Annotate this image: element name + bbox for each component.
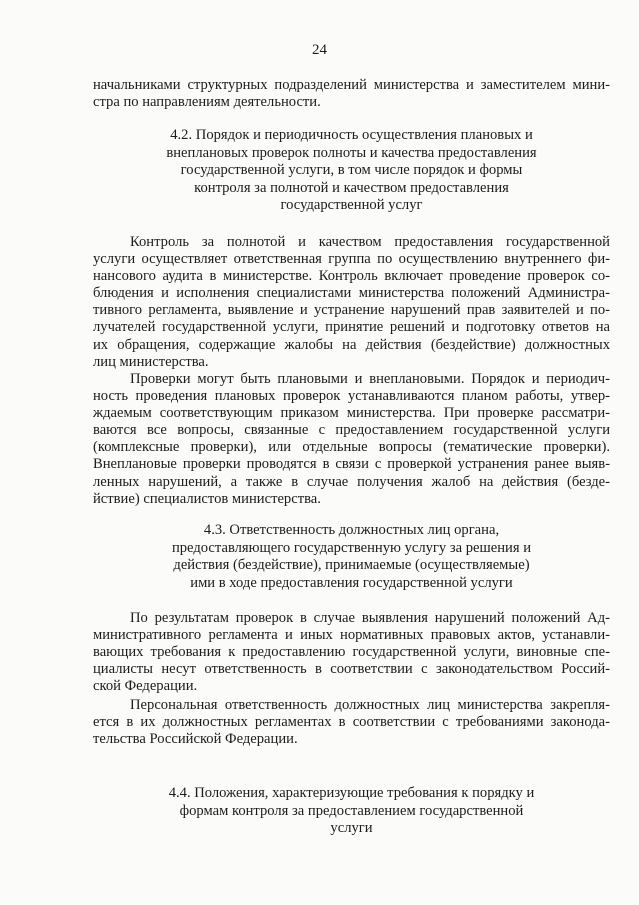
text-line: циалисты несут ответственность в соответствии с законодательством Россий- xyxy=(93,661,610,678)
heading-line: контроля за полнотой и качеством предоставления xyxy=(194,179,509,196)
heading-line: государственной услуг xyxy=(280,197,423,213)
text-line: начальниками структурных подразделений министерства и заместителем мини- xyxy=(93,77,610,93)
heading-line: государственной услуги, в том числе порядок и формы xyxy=(180,162,523,178)
text-line: ленных нарушений, а также в случае получения жалоб на действия (безде- xyxy=(93,473,610,490)
text-line: тельства Российской Федерации. xyxy=(93,731,298,748)
section-4-2-paragraph-2 xyxy=(93,371,610,508)
text-line: йствие) специалистов министерства. xyxy=(93,490,321,507)
text-line: По результатам проверок в случае выявления нарушений положений Ад- xyxy=(130,610,610,626)
heading-line: 4.3. Ответственность должностных лиц органа, xyxy=(203,522,500,538)
text-line: лиц министерства. xyxy=(93,353,209,370)
text-line: Внеплановые проверки проводятся в связи с проверкой устранения ранее выяв- xyxy=(93,456,610,473)
section-4-3-heading xyxy=(93,522,610,592)
heading-line: внеплановых проверок полноты и качества предоставления xyxy=(166,144,537,161)
text-line: ждаемым соответствующим приказом министерства. При проверке рассматри- xyxy=(93,405,610,422)
heading-line: действия (бездействие), принимаемые (осуществляемые) xyxy=(173,557,530,573)
text-line: тивного регламента, выявление и устранение нарушений прав заявителей и по- xyxy=(93,302,610,319)
section-4-2-heading xyxy=(93,127,610,215)
heading-line: 4.4. Положения, характеризующие требования к порядку и xyxy=(168,785,535,801)
text-line: их обращения, содержащие жалобы на действия (бездействие) должностных xyxy=(93,336,610,353)
text-line: ваются все вопросы, связанные с предоставлением государственной услуги xyxy=(93,422,610,439)
text-line: Контроль за полнотой и качеством предоставления государственной xyxy=(130,234,610,250)
text-line: стра по направлениям деятельности. xyxy=(93,94,321,111)
heading-line: 4.2. Порядок и периодичность осуществления плановых и xyxy=(170,127,533,143)
heading-line: ими в ходе предоставления государственной услуги xyxy=(190,574,513,591)
text-line: Проверки могут быть плановыми и внеплановыми. Порядок и периодич- xyxy=(130,371,610,387)
text-line: ской Федерации. xyxy=(93,678,198,695)
text-line: ется в их должностных регламентах в соответствии с требованиями законода- xyxy=(93,714,610,731)
heading-line: формам контроля за предоставлением государственной xyxy=(179,802,524,819)
heading-line: услуги xyxy=(330,820,373,836)
text-line: министративного регламента и иных нормативных правовых актов, устанавли- xyxy=(93,627,610,644)
page-number: 24 xyxy=(312,42,327,58)
text-line: нансового аудита в министерстве. Контроль включает проведение проверок со- xyxy=(93,268,610,285)
text-line: вающих требования к предоставлению государственной услуги, виновные спе- xyxy=(93,644,610,661)
text-line: лучателей государственной услуги, принятие решений и подготовку ответов на xyxy=(93,319,610,336)
text-line: (комплексные проверки), или отдельные вопросы (тематические проверки). xyxy=(93,439,610,456)
intro-paragraph xyxy=(93,77,610,111)
section-4-3-paragraph-2 xyxy=(93,697,610,748)
section-4-3-paragraph-1 xyxy=(93,610,610,695)
text-line: услуги осуществляет ответственная группа по осуществлению внутреннего фи- xyxy=(93,251,610,268)
heading-line: предоставляющего государственную услугу за решения и xyxy=(171,539,532,556)
text-line: ность проведения плановых проверок устанавливаются планом работы, утвер- xyxy=(93,388,610,405)
section-4-4-heading xyxy=(93,785,610,838)
text-line: Персональная ответственность должностных лиц министерства закрепля- xyxy=(130,697,610,713)
section-4-2-paragraph-1 xyxy=(93,234,610,371)
text-line: блюдения и исполнения специалистами министерства положений Администра- xyxy=(93,285,610,302)
